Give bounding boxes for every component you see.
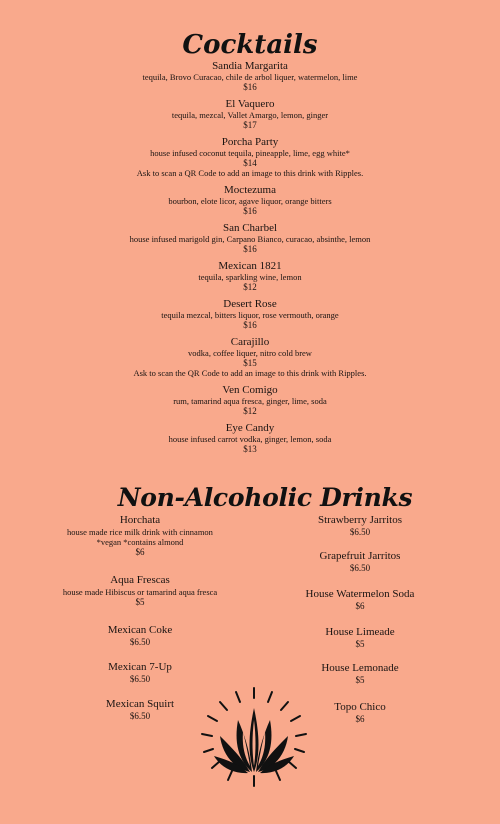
drink-name: Sandia Margarita xyxy=(212,60,288,72)
drink-price: $15 xyxy=(243,358,257,368)
drink-price: $5 xyxy=(355,675,365,685)
drink-name: Mexican 7-Up xyxy=(108,661,172,673)
drink-item xyxy=(0,661,280,685)
cocktails-list xyxy=(0,60,500,454)
qr-note: Ask to scan a QR Code to add an image to this drink with Ripples. xyxy=(136,168,364,178)
drink-item xyxy=(0,514,280,558)
drink-price: $6.50 xyxy=(129,674,151,684)
cocktail-item xyxy=(0,422,500,454)
drink-name: Topo Chico xyxy=(334,701,386,713)
drink-description: house infused marigold gin, Carpano Bianco, curacao, absinthe, lemon xyxy=(129,234,371,244)
drink-price: $6.50 xyxy=(129,711,151,721)
drink-price: $6.50 xyxy=(349,527,371,537)
drink-price: $6 xyxy=(355,601,365,611)
drink-description: tequila, Brovo Curacao, chile de arbol liquer, watermelon, lime xyxy=(142,72,358,82)
drink-price: $6 xyxy=(135,547,145,557)
cocktail-item xyxy=(0,384,500,416)
drink-price: $17 xyxy=(243,120,257,130)
drink-item xyxy=(270,550,450,574)
drink-item xyxy=(0,574,280,608)
drink-name: Carajillo xyxy=(230,336,270,348)
drink-name: Porcha Party xyxy=(221,136,279,148)
drink-name: Mexican Squirt xyxy=(105,698,175,710)
drink-description: rum, tamarind aqua fresca, ginger, lime, soda xyxy=(173,396,327,406)
cocktail-item xyxy=(0,136,500,178)
drink-name: Strawberry Jarritos xyxy=(317,514,402,526)
agave-sun-icon xyxy=(198,686,310,790)
qr-note: Ask to scan the QR Code to add an image to this drink with Ripples. xyxy=(133,368,367,378)
drink-name: Desert Rose xyxy=(223,298,277,310)
drink-item xyxy=(270,662,450,686)
drink-dietary-note: *vegan *contains almond xyxy=(96,537,184,547)
drink-name: Aqua Frescas xyxy=(110,574,170,586)
drink-price: $16 xyxy=(243,244,257,254)
cocktail-item xyxy=(0,98,500,130)
drink-name: Moctezuma xyxy=(224,184,276,196)
drink-price: $16 xyxy=(243,206,257,216)
drink-price: $16 xyxy=(243,320,257,330)
drink-description: tequila, mezcal, Vallet Amargo, lemon, ginger xyxy=(171,110,329,120)
drink-description: house infused coconut tequila, pineapple, lime, egg white* xyxy=(150,148,350,158)
drink-description: house made Hibiscus or tamarind aqua fresca xyxy=(62,587,218,597)
drink-name: Mexican 1821 xyxy=(218,260,282,272)
drink-description: tequila, sparkling wine, lemon xyxy=(198,272,302,282)
drink-name: House Limeade xyxy=(325,626,395,638)
cocktails-heading: Cocktails xyxy=(182,30,318,60)
drink-description: bourbon, elote licor, agave liquor, orange bitters xyxy=(168,196,332,206)
drink-price: $5 xyxy=(355,639,365,649)
drink-name: Horchata xyxy=(119,514,161,526)
drink-item xyxy=(0,624,280,648)
drink-price: $14 xyxy=(243,158,257,168)
drink-name: San Charbel xyxy=(222,222,278,234)
drink-name: House Watermelon Soda xyxy=(305,588,415,600)
drink-price: $13 xyxy=(243,444,257,454)
drink-name: Mexican Coke xyxy=(107,624,173,636)
cocktail-item xyxy=(0,184,500,216)
drink-name: El Vaquero xyxy=(225,98,275,110)
cocktail-item xyxy=(0,222,500,254)
drink-price: $6.50 xyxy=(349,563,371,573)
drink-price: $12 xyxy=(243,282,257,292)
cocktail-item xyxy=(0,260,500,292)
drink-price: $6 xyxy=(355,714,365,724)
non-alcoholic-heading: Non-Alcoholic Drinks xyxy=(117,483,413,512)
drink-price: $12 xyxy=(243,406,257,416)
drink-description: house infused carrot vodka, ginger, lemon, soda xyxy=(168,434,332,444)
drink-price: $5 xyxy=(135,597,145,607)
cocktail-item xyxy=(0,298,500,330)
drink-item xyxy=(270,626,450,650)
cocktail-item xyxy=(0,60,500,92)
drink-name: House Lemonade xyxy=(321,662,399,674)
cocktail-item xyxy=(0,336,500,378)
drink-item xyxy=(270,514,450,538)
drink-name: Eye Candy xyxy=(225,422,275,434)
drink-item xyxy=(270,588,450,612)
drink-name: Grapefruit Jarritos xyxy=(319,550,401,562)
drink-description: vodka, coffee liquer, nitro cold brew xyxy=(188,348,312,358)
drink-price: $6.50 xyxy=(129,637,151,647)
drink-price: $16 xyxy=(243,82,257,92)
drink-description: house made rice milk drink with cinnamon xyxy=(67,527,213,537)
drink-name: Ven Comigo xyxy=(222,384,278,396)
drink-description: tequila mezcal, bitters liquor, rose vermouth, orange xyxy=(161,310,339,320)
